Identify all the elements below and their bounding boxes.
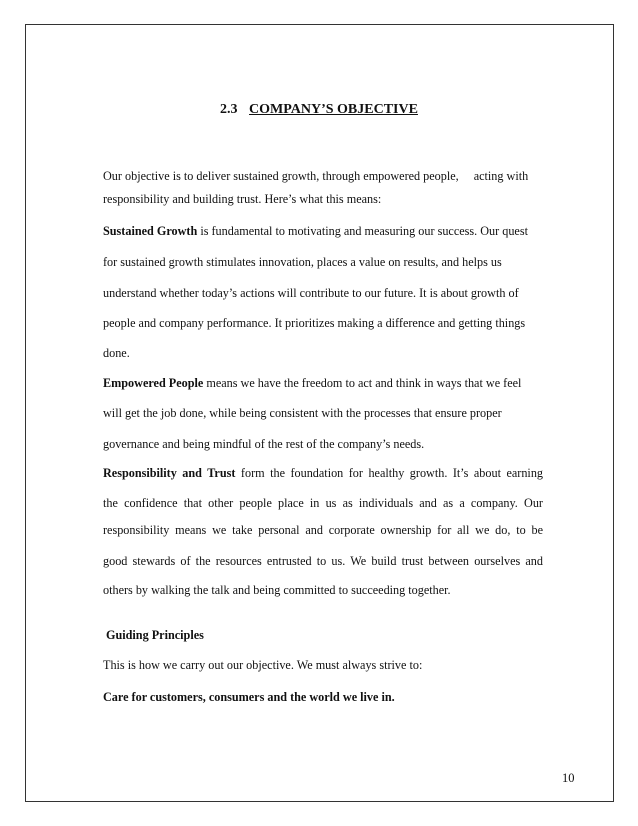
responsibility-trust-line-1 <box>103 465 543 481</box>
section-title: COMPANY’S OBJECTIVE <box>249 102 418 117</box>
guiding-principles-bold-text: Care for customers, consumers and the world we live in. <box>103 690 395 704</box>
sustained-growth-line-2: for sustained growth stimulates innovation, places a value on results, and helps us <box>103 255 502 269</box>
guiding-principles-line: This is how we carry out our objective. We must always strive to: <box>103 658 423 672</box>
responsibility-trust-term: Responsibility and Trust <box>103 466 236 480</box>
intro-line-1-tail: acting with <box>473 169 529 183</box>
empowered-people-line-1 <box>103 375 543 391</box>
section-heading <box>0 100 638 120</box>
intro-line-2: responsibility and building trust. Here’s what this means: <box>103 192 382 206</box>
responsibility-trust-line-5: others by walking the talk and being committed to succeeding together. <box>103 583 451 597</box>
responsibility-trust-line-4: good stewards of the resources entrusted to us. We build trust between ourselves and <box>103 554 543 568</box>
guiding-principles-heading <box>106 627 546 643</box>
empowered-people-line-3: governance and being mindful of the rest of the company’s needs. <box>103 437 425 451</box>
empowered-people-term: Empowered People <box>103 376 204 390</box>
guiding-principles-bold-line <box>103 689 543 705</box>
empowered-people-text-1: means we have the freedom to act and think in ways that we feel <box>203 376 522 390</box>
responsibility-trust-line-2: the confidence that other people place in us as individuals and as a company. Our <box>103 496 543 510</box>
sustained-growth-line-4: people and company performance. It prioritizes making a difference and getting things <box>103 316 526 330</box>
page-number: 10 <box>562 771 575 785</box>
sustained-growth-term: Sustained Growth <box>103 224 198 238</box>
sustained-growth-text-1: is fundamental to motivating and measuring our success. Our quest <box>197 224 528 238</box>
responsibility-trust-text-1: form the foundation for healthy growth. It’s about earning <box>235 466 544 480</box>
empowered-people-line-2: will get the job done, while being consistent with the processes that ensure proper <box>103 406 502 420</box>
sustained-growth-line-3: understand whether today’s actions will contribute to our future. It is about growth of <box>103 286 519 300</box>
section-number: 2.3 <box>220 102 238 117</box>
responsibility-trust-line-3: responsibility means we take personal and corporate ownership for all we do, to be <box>103 523 543 537</box>
sustained-growth-line-1 <box>103 223 543 239</box>
sustained-growth-line-5: done. <box>103 346 130 360</box>
intro-line-1-text: Our objective is to deliver sustained growth, through empowered people, <box>103 169 459 183</box>
guiding-principles-heading-text: Guiding Principles <box>106 628 204 642</box>
intro-line-1 <box>103 168 543 184</box>
